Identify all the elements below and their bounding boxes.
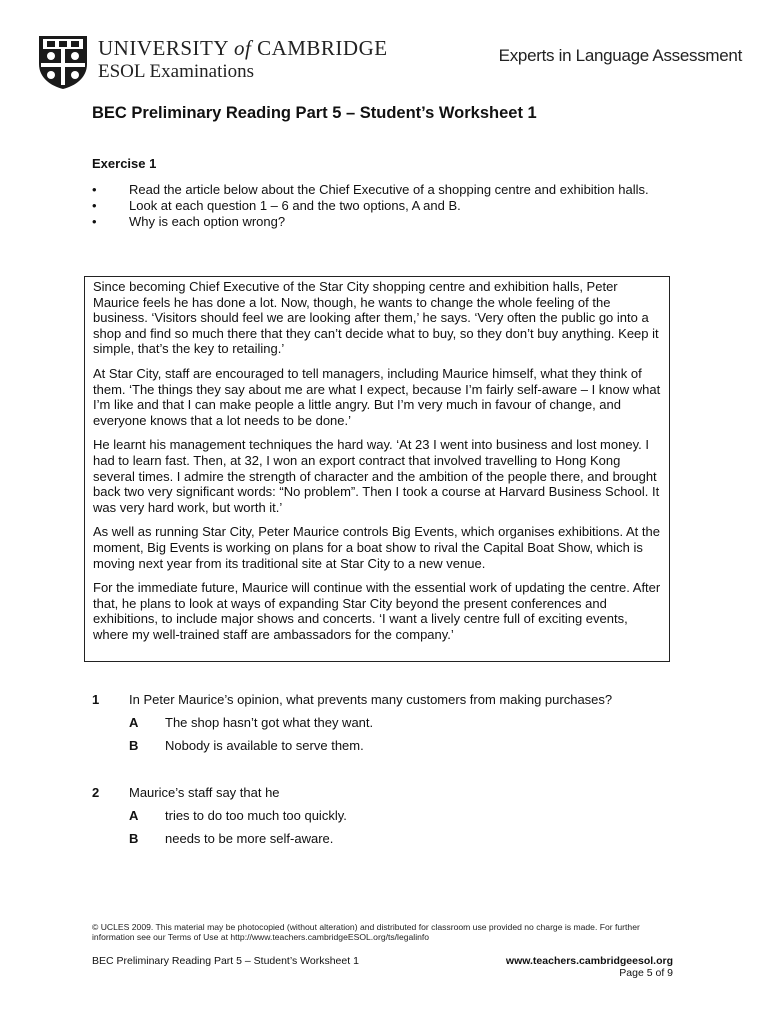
question-text: Maurice’s staff say that he	[129, 785, 280, 800]
article-paragraph: As well as running Star City, Peter Maurice controls Big Events, which organises exhibitions. At the moment, Big Events is working on plans for a boat show to rival the Capital Boat Show, which is moving next year from its traditional site at Star City to a new venue.	[93, 524, 660, 571]
article-paragraph: Since becoming Chief Executive of the Star City shopping centre and exhibition halls, Peter Maurice feels he has done a lot. Now, though, he wants to change the whole feeling of the business. ‘Visitors should feel we are looking after them,’ he says. ‘Very often the public go into a shop and find so much there that they can’t decide what to buy, so they don’t buy anything. Keep it simple, that’s the key to retailing.’	[93, 279, 659, 357]
article-box	[84, 276, 670, 662]
option-letter: A	[129, 808, 139, 823]
option-b	[129, 831, 333, 846]
option-letter: A	[129, 715, 139, 730]
article-paragraph: He learnt his management techniques the hard way. ‘At 23 I went into business and lost money. I had to learn fast. Then, at 32, I won an export contract that involved travelling to Hong Kong several times. I admire the strength of character and the ambition of the people there, and brought back two very significant words: “No problem”. Then I took a course at Harvard Business School. It was very hard work, but worth it.’	[93, 437, 660, 515]
option-text: needs to be more self-aware.	[165, 831, 334, 846]
footer-url-link[interactable]: www.teachers.cambridgeesol.org	[505, 955, 673, 967]
option-letter: B	[129, 831, 139, 846]
option-a	[129, 808, 347, 823]
instruction-item: • Read the article below about the Chief Executive of a shopping centre and exhibition halls.	[92, 182, 682, 197]
tagline: Experts in Language Assessment	[498, 46, 742, 65]
footer-title: BEC Preliminary Reading Part 5 – Student’s Worksheet 1	[92, 955, 359, 967]
option-letter: B	[129, 738, 139, 753]
option-b	[129, 738, 364, 753]
article-paragraph: For the immediate future, Maurice will continue with the essential work of updating the centre. After that, he plans to look at ways of expanding Star City beyond the present conferences and exhibitions, to include major shows and concerts. ‘I want a lively centre full of exciting events, where my well-trained staff are ambassadors for the company.’	[93, 580, 661, 642]
page-number: Page 5 of 9	[619, 967, 673, 979]
instruction-item: • Look at each question 1 – 6 and the two options, A and B.	[92, 198, 682, 213]
option-text: Nobody is available to serve them.	[165, 738, 364, 753]
option-a	[129, 715, 373, 730]
question-text: In Peter Maurice’s opinion, what prevents many customers from making purchases?	[129, 692, 613, 707]
instruction-item: • Why is each option wrong?	[92, 214, 682, 229]
option-text: The shop hasn’t got what they want.	[165, 715, 374, 730]
instruction-list	[92, 182, 682, 230]
article-paragraph: At Star City, staff are encouraged to tell managers, including Maurice himself, what they think of them. ‘The things they say about me are what I expect, because I’m fairly self-aware – I know what I’m like and that I can make people a little angry. But I’m very much in favour of change, and everyone knows that a lot needs to be done.’	[93, 365, 661, 428]
esol-subtitle: ESOL Examinations	[98, 61, 255, 82]
exercise-heading: Exercise 1	[92, 156, 157, 171]
page-title: BEC Preliminary Reading Part 5 – Student’s Worksheet 1	[92, 104, 537, 122]
university-name: UNIVERSITY of CAMBRIDGE	[98, 36, 388, 60]
cambridge-crest-logo	[37, 34, 89, 90]
question-number: 2	[92, 785, 100, 800]
option-text: tries to do too much too quickly.	[165, 808, 347, 823]
copyright-notice: © UCLES 2009. This material may be photocopied (without alteration) and distributed for classroom use provided no charge is made. For further information see our Terms of Use at http://www.teachers.cambridgeESOL.org/ts/legalinfo	[92, 922, 640, 942]
question-number: 1	[92, 692, 100, 707]
